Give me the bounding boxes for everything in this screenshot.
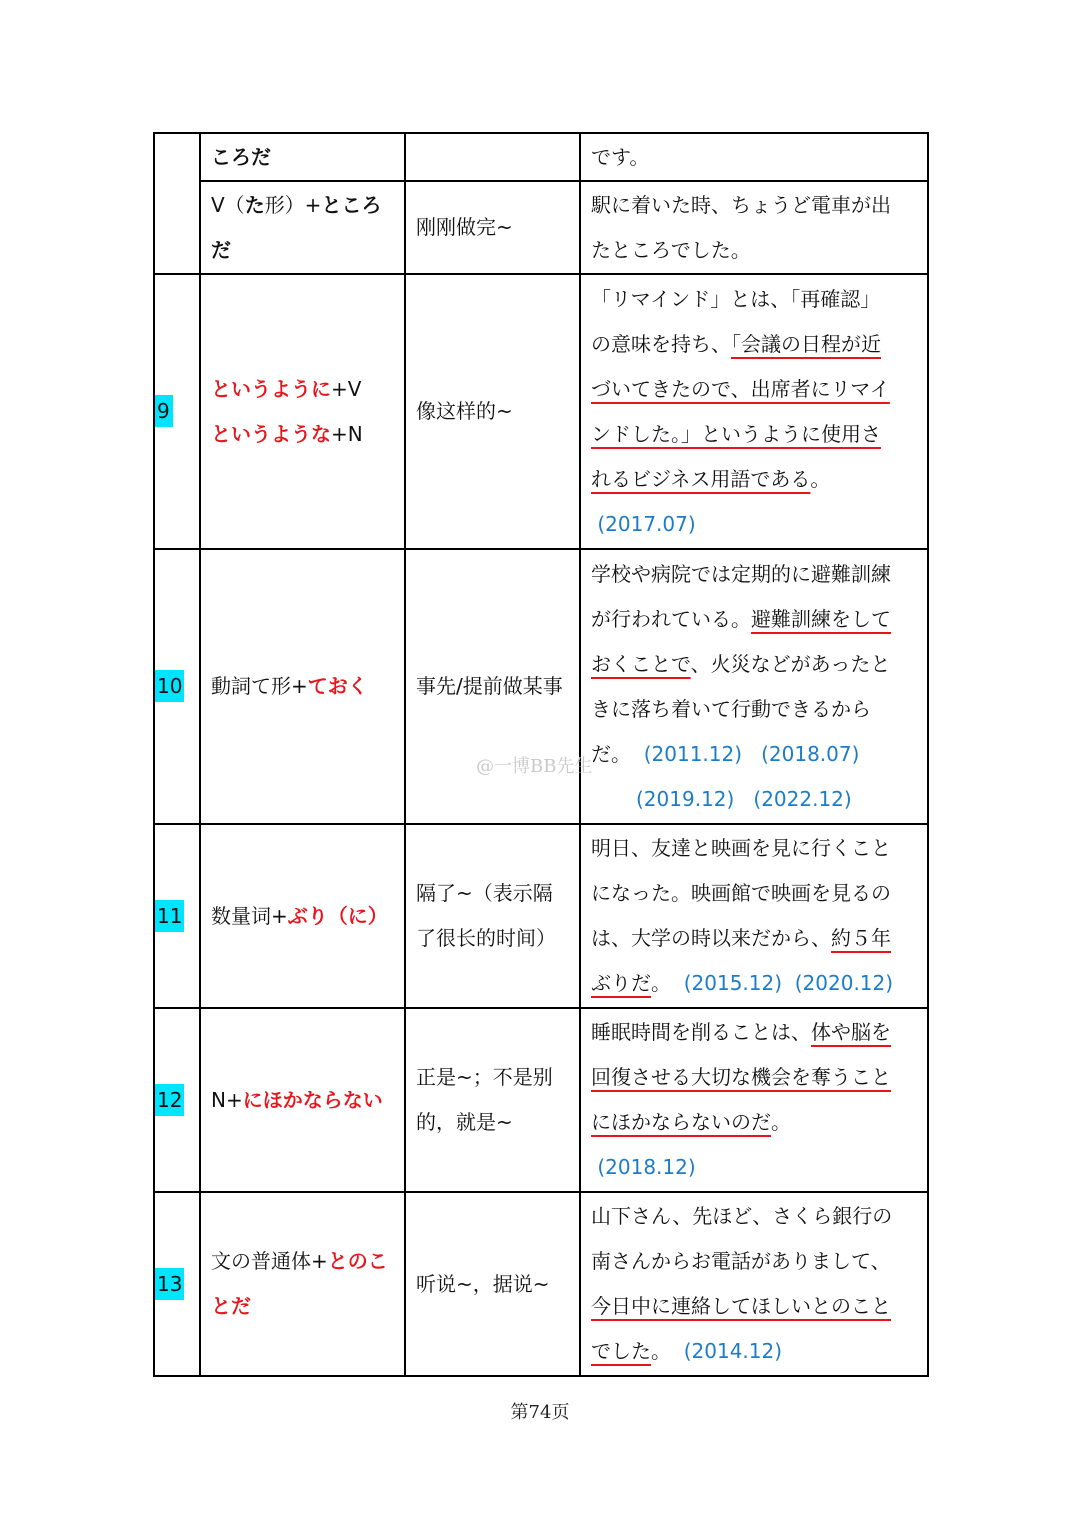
exam-year: (2020.12) xyxy=(794,971,894,995)
row-number-cell xyxy=(154,274,200,549)
row-number: 12 xyxy=(155,1084,184,1116)
exam-year: (2018.12) xyxy=(597,1155,696,1179)
row-number: 13 xyxy=(155,1268,184,1300)
exam-year: (2017.07) xyxy=(597,511,696,536)
meaning-cell: 隔了~（表示隔了很长的时间） xyxy=(405,824,580,1008)
example-cell: 山下さん、先ほど、さくら銀行の 南さんからお電話がありまして、 今日中に連絡してほしいとのこと でした。 (2014.12) xyxy=(580,1192,928,1376)
watermark: @一博BB先生 xyxy=(476,756,593,777)
pattern-cell: 数量词+ぶり（に） xyxy=(200,824,405,1008)
exam-year: (2018.07) xyxy=(761,741,860,766)
table-row xyxy=(154,1008,928,1192)
row-number-cell xyxy=(154,549,200,824)
meaning-cell: 刚刚做完~ xyxy=(405,181,580,274)
table-row xyxy=(154,549,928,824)
meaning-cell: 事先/提前做某事 xyxy=(405,549,580,824)
example-cell: 学校や病院では定期的に避難訓練 が行われている。避難訓練をして おくことで、火災などがあったと きに落ち着いて行動できるから だ。 (2011.12) (2018.07) (2019.12) (2022.12) xyxy=(580,549,928,824)
exam-year: (2015.12) xyxy=(683,971,783,995)
row-number-cell xyxy=(154,1192,200,1376)
table-row xyxy=(154,1192,928,1376)
example-cell: 明日、友達と映画を見に行くこと になった。映画館で映画を見るの は、大学の時以来だから、約５年 ぶりだ。 (2015.12) (2020.12) xyxy=(580,824,928,1008)
row-number-cell xyxy=(154,824,200,1008)
table-row xyxy=(154,181,928,274)
exam-year: (2014.12) xyxy=(683,1339,783,1363)
example-cell: です。 xyxy=(580,133,928,181)
pattern-cell: というように+V というような+N xyxy=(200,274,405,549)
example-cell: 駅に着いた時、ちょうど電車が出 たところでした。 xyxy=(580,181,928,274)
meaning-cell: 正是~；不是别的，就是~ xyxy=(405,1008,580,1192)
row-number: 9 xyxy=(155,395,173,427)
pattern-cell: V（た形）+ところだ xyxy=(200,181,405,274)
page-number: 第74页 xyxy=(510,1402,570,1423)
exam-year: (2022.12) xyxy=(753,786,852,811)
table-row xyxy=(154,274,928,549)
meaning-cell: 听说~，据说~ xyxy=(405,1192,580,1376)
table-row xyxy=(154,824,928,1008)
row-number: 11 xyxy=(155,900,184,932)
example-cell: 「リマインド」とは、「再確認」 の意味を持ち、「会議の日程が近 づいてきたので、出席者にリマイ ンドした。」というように使用さ れるビジネス用語である。 (2017.07) xyxy=(580,274,928,549)
row-number: 10 xyxy=(155,670,184,702)
pattern-cell: N+にほかならない xyxy=(200,1008,405,1192)
meaning-cell xyxy=(405,133,580,181)
pattern-cell: 文の普通体+とのことだ xyxy=(200,1192,405,1376)
exam-year: (2019.12) xyxy=(636,786,735,811)
exam-year: (2011.12) xyxy=(643,741,743,766)
example-cell: 睡眠時間を削ることは、体や脳を 回復させる大切な機会を奪うこと にほかならないのだ。 (2018.12) xyxy=(580,1008,928,1192)
pattern-cell: 動詞て形+ておく xyxy=(200,549,405,824)
meaning-cell: 像这样的~ xyxy=(405,274,580,549)
pattern-cell: ころだ xyxy=(200,133,405,181)
row-number-cell xyxy=(154,133,200,274)
table-row xyxy=(154,133,928,181)
row-number-cell xyxy=(154,1008,200,1192)
